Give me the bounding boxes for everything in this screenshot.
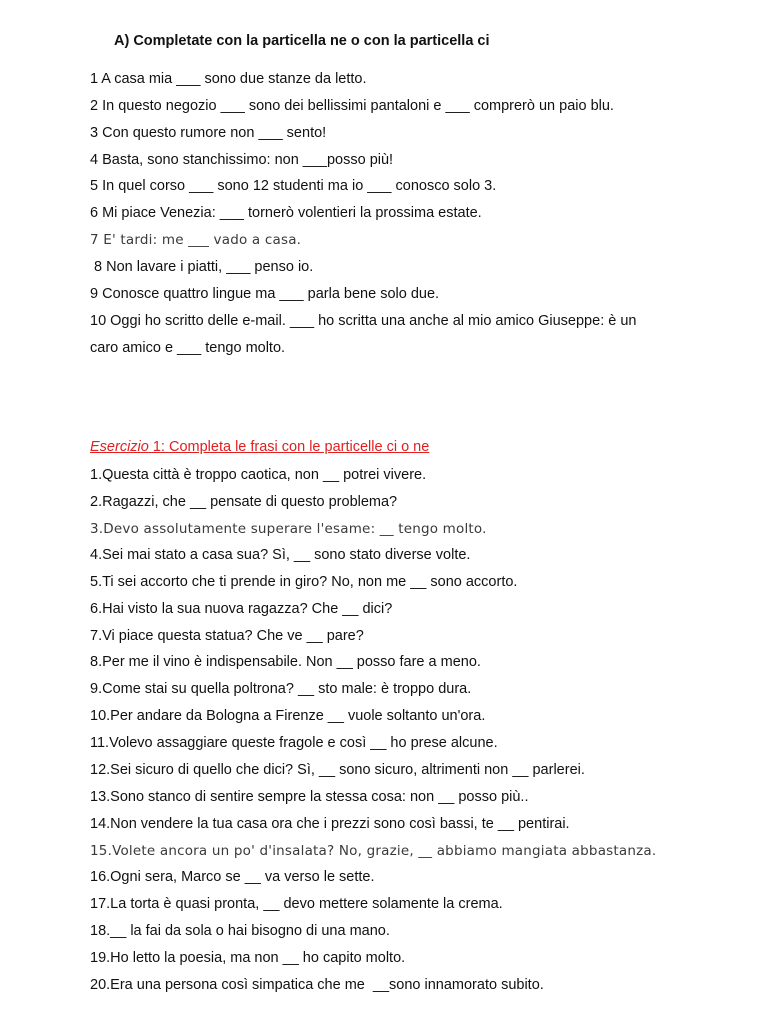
esercizio-item-9: 9.Come stai su quella poltrona? __ sto male: è troppo dura. <box>90 681 472 697</box>
esercizio-item-16: 16.Ogni sera, Marco se __ va verso le sette. <box>90 869 375 885</box>
section-a-item-8: 8 Non lavare i piatti, ___ penso io. <box>90 259 314 275</box>
section-a-item-10-continued: caro amico e ___ tengo molto. <box>90 340 286 356</box>
section-a-item-5: 5 In quel corso ___ sono 12 studenti ma io ___ conosco solo 3. <box>90 178 497 194</box>
esercizio-item-15: 15.Volete ancora un po' d'insalata? No, grazie, __ abbiamo mangiata abbastanza. <box>90 843 657 859</box>
esercizio-item-19: 19.Ho letto la poesia, ma non __ ho capito molto. <box>90 950 406 966</box>
esercizio-item-3: 3.Devo assolutamente superare l'esame: __ tengo molto. <box>90 521 487 537</box>
esercizio-item-7: 7.Vi piace questa statua? Che ve __ pare? <box>90 628 364 644</box>
esercizio-item-10: 10.Per andare da Bologna a Firenze __ vuole soltanto un'ora. <box>90 708 486 724</box>
esercizio-item-12: 12.Sei sicuro di quello che dici? Sì, __ sono sicuro, altrimenti non __ parlerei. <box>90 762 585 778</box>
esercizio-item-11: 11.Volevo assaggiare queste fragole e così __ ho prese alcune. <box>90 735 498 751</box>
esercizio-item-13: 13.Sono stanco di sentire sempre la stessa cosa: non __ posso più.. <box>90 789 529 805</box>
section-a-heading: A) Completate con la particella ne o con la particella ci <box>114 33 490 49</box>
section-a-item-7: 7 E' tardi: me ___ vado a casa. <box>90 232 302 248</box>
esercizio-1-title-rest: 1: Completa le frasi con le particelle ci o ne <box>148 439 430 455</box>
esercizio-1-title-italic: Esercizio <box>90 439 149 455</box>
section-a-item-10: 10 Oggi ho scritto delle e-mail. ___ ho scritta una anche al mio amico Giuseppe: è un <box>90 313 637 329</box>
section-a-item-2: 2 In questo negozio ___ sono dei bellissimi pantaloni e ___ comprerò un paio blu. <box>90 98 614 114</box>
esercizio-item-2: 2.Ragazzi, che __ pensate di questo problema? <box>90 494 398 510</box>
section-a-item-1: 1 A casa mia ___ sono due stanze da letto. <box>90 71 367 87</box>
section-a-item-4: 4 Basta, sono stanchissimo: non ___posso più! <box>90 152 394 168</box>
esercizio-item-8: 8.Per me il vino è indispensabile. Non __ posso fare a meno. <box>90 654 481 670</box>
esercizio-item-20: 20.Era una persona così simpatica che me __sono innamorato subito. <box>90 977 544 993</box>
section-a-item-6: 6 Mi piace Venezia: ___ tornerò volentieri la prossima estate. <box>90 205 482 221</box>
esercizio-item-4: 4.Sei mai stato a casa sua? Sì, __ sono stato diverse volte. <box>90 547 471 563</box>
esercizio-1-title <box>90 439 429 455</box>
esercizio-item-17: 17.La torta è quasi pronta, __ devo mettere solamente la crema. <box>90 896 503 912</box>
esercizio-item-18: 18.__ la fai da sola o hai bisogno di una mano. <box>90 923 390 939</box>
section-a-item-9: 9 Conosce quattro lingue ma ___ parla bene solo due. <box>90 286 440 302</box>
esercizio-item-14: 14.Non vendere la tua casa ora che i prezzi sono così bassi, te __ pentirai. <box>90 816 570 832</box>
esercizio-item-6: 6.Hai visto la sua nuova ragazza? Che __ dici? <box>90 601 393 617</box>
esercizio-item-1: 1.Questa città è troppo caotica, non __ potrei vivere. <box>90 467 427 483</box>
esercizio-item-5: 5.Ti sei accorto che ti prende in giro? No, non me __ sono accorto. <box>90 574 518 590</box>
section-a-item-3: 3 Con questo rumore non ___ sento! <box>90 125 327 141</box>
